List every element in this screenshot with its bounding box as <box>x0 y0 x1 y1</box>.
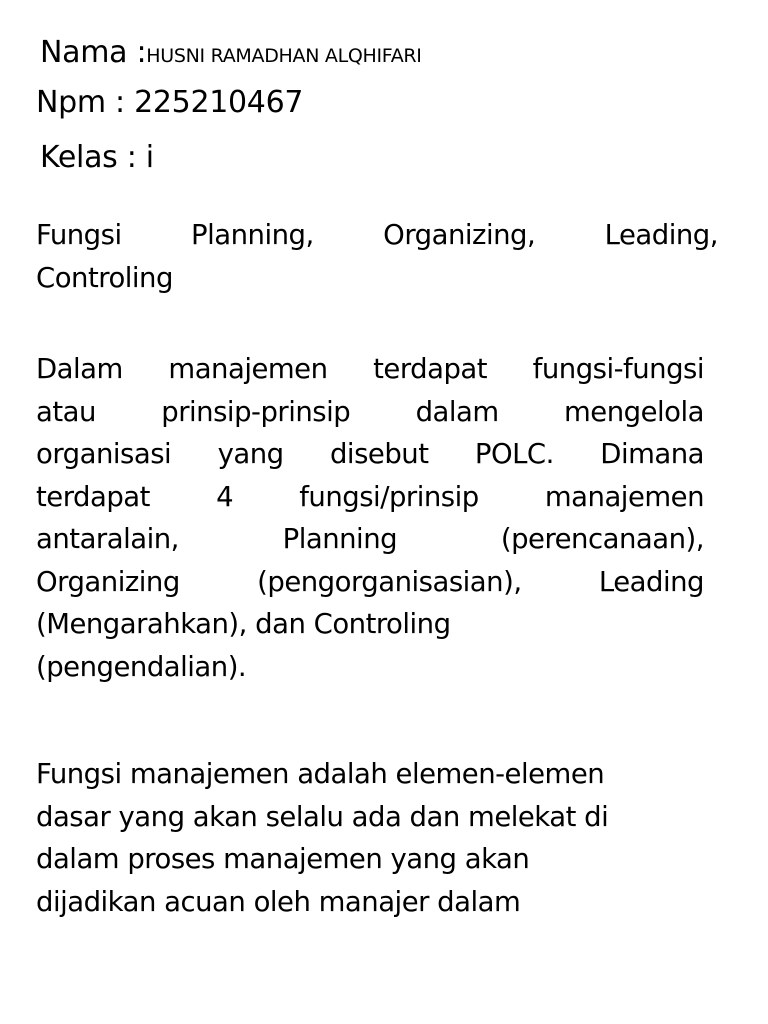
paragraph-line: Organizing (pengorganisasian), Leading <box>36 565 704 598</box>
paragraph-line: dijadikan acuan oleh manajer dalam <box>36 885 521 918</box>
paragraph-definition <box>36 753 736 923</box>
document-title <box>36 214 718 299</box>
paragraph-line: dalam proses manajemen yang akan <box>36 843 530 875</box>
paragraph-line: organisasi yang disebut POLC. Dimana <box>36 438 704 470</box>
title-line: Fungsi Planning, Organizing, Leading, <box>36 219 718 251</box>
student-class: Kelas : i <box>40 140 154 175</box>
paragraph-polc <box>36 348 704 688</box>
name-value: HUSNI RAMADHAN ALQHIFARI <box>146 45 422 67</box>
paragraph-line: dasar yang akan selalu ada dan melekat di <box>36 800 609 833</box>
student-name <box>40 35 422 70</box>
paragraph-line: Fungsi manajemen adalah elemen-elemen <box>36 758 605 790</box>
title-line: Controling <box>36 261 173 294</box>
name-label: Nama : <box>40 35 147 70</box>
paragraph-line: Dalam manajemen terdapat fungsi-fungsi <box>36 353 704 385</box>
paragraph-line: atau prinsip-prinsip dalam mengelola <box>36 395 704 428</box>
paragraph-line: terdapat 4 fungsi/prinsip manajemen <box>36 480 704 513</box>
paragraph-line: (Mengarahkan), dan Controling <box>36 608 451 640</box>
student-npm: Npm : 225210467 <box>36 85 304 120</box>
paragraph-line: antaralain, Planning (perencanaan), <box>36 523 704 555</box>
paragraph-line: (pengendalian). <box>36 650 247 683</box>
